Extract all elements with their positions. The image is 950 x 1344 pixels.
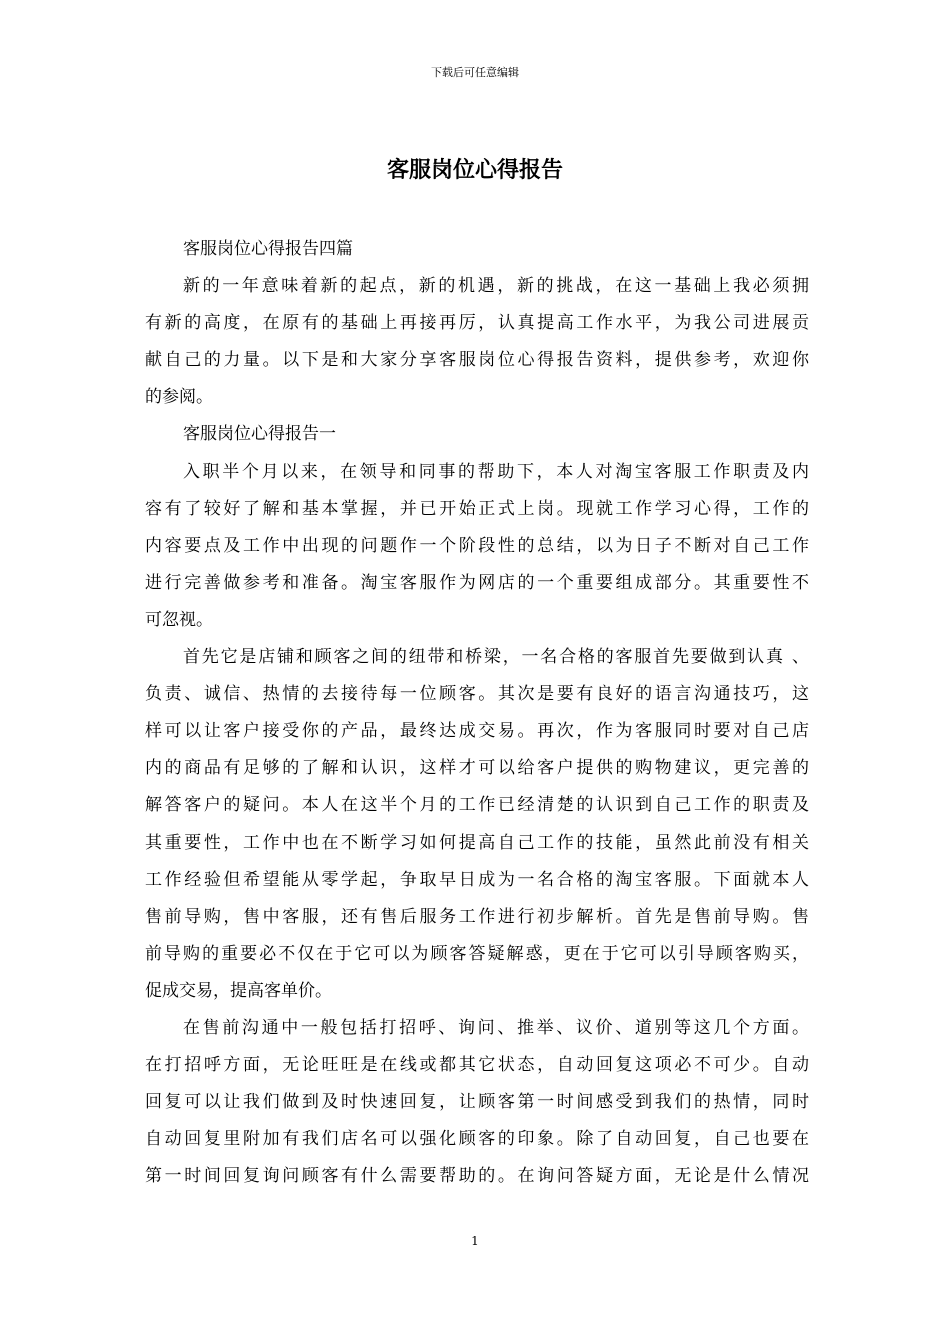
paragraph-line: 容有了较好了解和基本掌握，并已开始正式上岗。现就工作学习心得，工作的 (145, 498, 809, 519)
paragraph-line: 有新的高度，在原有的基础上再接再厉，认真提高工作水平，为我公司进展贡 (145, 313, 809, 334)
paragraph-line: 在打招呼方面，无论旺旺是在线或都其它状态，自动回复这项必不可少。自动 (145, 1055, 809, 1076)
paragraph-line: 献自己的力量。以下是和大家分享客服岗位心得报告资料，提供参考，欢迎你 (145, 350, 809, 371)
paragraph-line: 回复可以让我们做到及时快速回复，让顾客第一时间感受到我们的热情，同时 (145, 1092, 809, 1113)
page-header-note: 下载后可任意编辑 (431, 66, 519, 79)
paragraph-line: 解答客户的疑问。本人在这半个月的工作已经清楚的认识到自己工作的职责及 (145, 795, 809, 816)
paragraph-line: 的参阅。 (145, 387, 213, 408)
paragraph-line: 进行完善做参考和准备。淘宝客服作为网店的一个重要组成部分。其重要性不 (145, 572, 809, 593)
paragraph-line: 内的商品有足够的了解和认识，这样才可以给客户提供的购物建议，更完善的 (145, 758, 809, 779)
paragraph-subtitle (145, 231, 809, 268)
paragraph-line: 售前导购，售中客服，还有售后服务工作进行初步解析。首先是售前导购。售 (145, 906, 809, 927)
paragraph-line: 促成交易，提高客单价。 (145, 980, 332, 1001)
paragraph-line: 工作经验但希望能从零学起，争取早日成为一名合格的淘宝客服。下面就本人 (145, 869, 809, 890)
paragraph-section-heading (145, 416, 809, 453)
paragraph-line: 新的一年意味着新的起点，新的机遇，新的挑战，在这一基础上我必须拥 (183, 276, 809, 297)
paragraph-line: 自动回复里附加有我们店名可以强化顾客的印象。除了自动回复，自己也要在 (145, 1129, 809, 1150)
paragraph-line: 前导购的重要必不仅在于它可以为顾客答疑解惑，更在于它可以引导顾客购买， (145, 943, 809, 964)
paragraph-line: 负责、诚信、热情的去接待每一位顾客。其次是要有良好的语言沟通技巧，这 (145, 684, 809, 705)
paragraph-line: 客服岗位心得报告一 (183, 424, 336, 445)
paragraph-intro (145, 268, 809, 416)
page-number: 1 (471, 1234, 479, 1248)
paragraph-line: 入职半个月以来，在领导和同事的帮助下，本人对淘宝客服工作职责及内 (183, 461, 809, 482)
paragraph-line: 样可以让客户接受你的产品，最终达成交易。再次，作为客服同时要对自己店 (145, 721, 809, 742)
paragraph-line: 可忽视。 (145, 609, 213, 630)
paragraph-line: 第一时间回复询问顾客有什么需要帮助的。在询问答疑方面，无论是什么情况 (145, 1166, 809, 1187)
paragraph-body (145, 454, 809, 639)
paragraph-line: 其重要性，工作中也在不断学习如何提高自己工作的技能，虽然此前没有相关 (145, 832, 809, 853)
document-title: 客服岗位心得报告 (386, 157, 563, 183)
document-body (145, 231, 809, 1195)
paragraph-line: 在售前沟通中一般包括打招呼、询问、推举、议价、道别等这几个方面。 (183, 1017, 809, 1038)
paragraph-line: 首先它是店铺和顾客之间的纽带和桥梁，一名合格的客服首先要做到认真 、 (183, 647, 809, 668)
paragraph-body (145, 1010, 809, 1195)
paragraph-body (145, 639, 809, 1010)
paragraph-line: 内容要点及工作中出现的问题作一个阶段性的总结，以为日子不断对自己工作 (145, 535, 809, 556)
paragraph-line: 客服岗位心得报告四篇 (183, 239, 353, 259)
